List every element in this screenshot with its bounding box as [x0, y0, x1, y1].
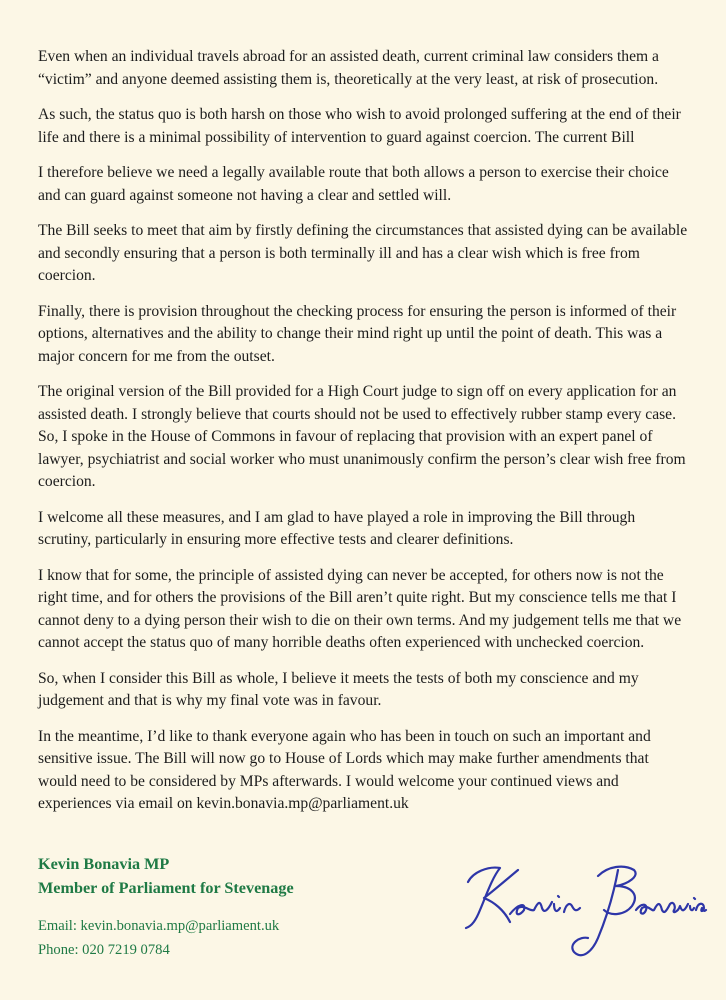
- letter-paragraph: I therefore believe we need a legally available route that both allows a person to exercise their choice and can guard against someone not having a clear and settled will.: [38, 164, 669, 204]
- letter-paragraph: Even when an individual travels abroad for an assisted death, current criminal law considers them a “victim” and anyone deemed assisting them is, theoretically at the very least, at risk of prosecution.: [38, 48, 659, 88]
- letter-paragraph: Finally, there is provision throughout the checking process for ensuring the person is informed of their options, alternatives and the ability to change their mind right up until the point of death. This was a major concern for me from the outset.: [38, 302, 677, 365]
- signature-image: [448, 852, 708, 972]
- letter-paragraph: I know that for some, the principle of assisted dying can never be accepted, for others now is not the right time, and for others the provisions of the Bill aren’t quite right. But my conscience tells me that I cannot deny to a dying person their wish to die on their own terms. And my judgement tells me that we cannot accept the status quo of many horrible deaths often experienced with unchecked coercion.: [38, 566, 682, 651]
- letter-paragraph: In the meantime, I’d like to thank everyone again who has been in touch on such an important and sensitive issue. The Bill will now go to House of Lords which may make further amendments that would need to be considered by MPs afterwards. I would welcome your continued views and experiences via email on kevin.bonavia.mp@parliament.uk: [38, 727, 651, 812]
- letter-paragraph: So, when I consider this Bill as whole, I believe it meets the tests of both my conscience and my judgement and that is why my final vote was in favour.: [38, 669, 639, 709]
- sender-role: Member of Parliament for Stevenage: [38, 879, 294, 897]
- sender-block: [38, 852, 418, 962]
- signature-stroke: [510, 896, 580, 914]
- signature-stroke: [484, 870, 518, 922]
- letter-paragraph: The Bill seeks to meet that aim by firstly defining the circumstances that assisted dying can be available and secondly ensuring that a person is both terminally ill and has a clear wish which is free from coercion.: [38, 222, 688, 284]
- signature-stroke: [636, 898, 706, 914]
- letter-body: [38, 46, 688, 829]
- sender-name: Kevin Bonavia MP: [38, 855, 170, 873]
- phone-line: Phone: 020 7219 0784: [38, 942, 170, 958]
- contact-details: [38, 914, 418, 962]
- letter-paragraph: As such, the status quo is both harsh on those who wish to avoid prolonged suffering at the end of their life and there is a minimal possibility of intervention to guard against coercion. The current Bill: [38, 106, 681, 146]
- signature-stroke: [572, 870, 618, 955]
- letter-paragraph: I welcome all these measures, and I am glad to have played a role in improving the Bill through scrutiny, particularly in ensuring more effective tests and clearer definitions.: [38, 508, 636, 548]
- email-line: Email: kevin.bonavia.mp@parliament.uk: [38, 918, 280, 934]
- letter-paragraph: The original version of the Bill provided for a High Court judge to sign off on every application for an assisted death. I strongly believe that courts should not be used to effectively rubber stamp every case. So, I spoke in the House of Commons in favour of replacing that provision with an expert panel of lawyer, psychiatrist and social worker who must unanimously confirm the person’s clear wish free from coercion.: [38, 383, 686, 490]
